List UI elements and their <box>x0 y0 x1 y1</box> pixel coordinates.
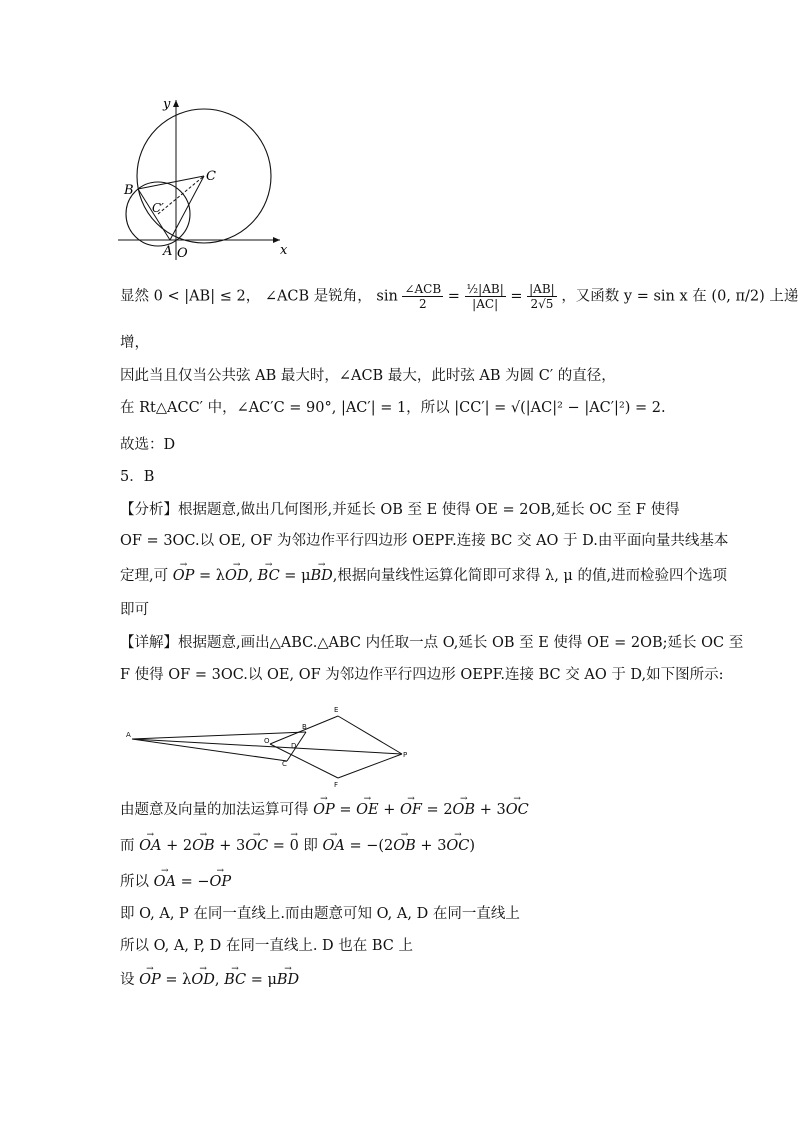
line1-part-c: ，又函数 y = sin x 在 <box>561 288 707 305</box>
seg-a-b <box>132 732 306 739</box>
line1-part-b: ∠ACB 是锐角， <box>264 288 372 305</box>
fraction-half-angle <box>402 282 443 311</box>
fraction-3-num: |AB| <box>529 282 555 296</box>
l9-a: 定理,可 <box>120 568 173 584</box>
vector-ob: → OB <box>453 800 476 820</box>
fig2-label-e: E <box>334 706 339 714</box>
l9-b: = λ <box>194 568 225 584</box>
vector-bd: → BD <box>277 970 299 990</box>
fig2-label-c: C <box>282 760 287 768</box>
l9-e: ,根据向量线性运算化简即可求得 λ, μ 的值,进而检验四个选项 <box>332 568 728 584</box>
text-line-9 <box>120 566 727 586</box>
seg-e-p <box>338 716 402 754</box>
line1-sin: sin <box>376 288 398 305</box>
text-line-3: 因此当且仅当公共弦 AB 最大时，∠ACB 最大，此时弦 AB 为圆 C′ 的直径， <box>120 368 616 384</box>
line1-part-a: 显然 0 < |AB| ≤ 2， <box>120 288 261 305</box>
line1-part-e: 上递 <box>769 288 798 305</box>
x-axis-arrow <box>273 237 280 243</box>
text-line-4: 在 Rt△ACC′ 中，∠AC′C = 90°, |AC′| = 1，所以 |CC′| = √(|AC|² − |AC′|²) = 2. <box>120 400 666 416</box>
vector-ob: → OB <box>192 836 215 856</box>
vector-od: → OD <box>225 566 249 586</box>
seg-o-f <box>270 744 338 778</box>
vector-oa: → OA <box>139 836 161 856</box>
l14-g: + 3 <box>415 838 447 854</box>
fig2-label-d: D <box>291 742 297 750</box>
line1-eq-2: = <box>510 288 523 305</box>
text-line-8: OF = 3OC.以 OE, OF 为邻边作平行四边形 OEPF.连接 BC 交 AO 于 D.由平面向量共线基本 <box>120 533 729 549</box>
fraction-2-den: |AC| <box>472 297 499 311</box>
vector-ob: → OB <box>393 836 416 856</box>
text-line-1 <box>120 282 798 311</box>
text-line-11: 【详解】根据题意,画出△ABC.△ABC 内任取一点 O,延长 OB 至 E 使得 OE = 2OB;延长 OC 至 <box>120 635 744 651</box>
l13-b: = <box>334 802 357 818</box>
fraction-2-num: ½|AB| <box>466 282 504 296</box>
l13-d: = 2 <box>421 802 453 818</box>
l18-c: , <box>214 972 225 988</box>
segment-bc <box>138 176 204 189</box>
vector-oc: → OC <box>446 836 469 856</box>
vector-op: → OP <box>313 800 335 820</box>
text-line-15 <box>120 872 231 892</box>
label-b: B <box>124 183 134 198</box>
circle-diagram <box>110 92 310 262</box>
fraction-3-den: 2√5 <box>530 297 554 311</box>
l14-f: = −(2 <box>344 838 394 854</box>
l14-e: 即 <box>298 838 323 854</box>
l9-c: , <box>248 568 258 584</box>
text-line-5: 故选：D <box>120 437 176 453</box>
fig2-label-o: O <box>264 737 270 745</box>
l18-d: = μ <box>246 972 277 988</box>
l15-a: 所以 <box>120 874 154 890</box>
l13-e: + 3 <box>475 802 506 818</box>
l13-c: + <box>378 802 400 818</box>
fig2-label-b: B <box>302 723 307 731</box>
vector-oa: → OA <box>154 872 176 892</box>
text-line-13 <box>120 800 529 820</box>
vector-oa: → OA <box>323 836 345 856</box>
vector-od: → OD <box>191 970 215 990</box>
text-line-18 <box>120 970 299 990</box>
fraction-half-angle-den: 2 <box>418 297 427 311</box>
text-line-6: 5．B <box>120 469 155 485</box>
text-line-14 <box>120 836 475 856</box>
segment-ac <box>170 176 204 240</box>
line1-eq-1: = <box>447 288 460 305</box>
text-line-10: 即可 <box>120 602 149 618</box>
vector-op: → OP <box>139 970 161 990</box>
l14-h: ) <box>469 838 476 854</box>
vector-oc: → OC <box>245 836 268 856</box>
fraction-half-angle-num: ∠ACB <box>404 282 442 296</box>
seg-f-p <box>338 754 402 778</box>
l18-a: 设 <box>120 972 140 988</box>
vector-op: → OP <box>173 566 195 586</box>
fraction-ab-over-2root5 <box>527 282 557 311</box>
line1-interval: (0, π/2) <box>711 288 765 305</box>
l14-c: + 3 <box>214 838 246 854</box>
label-c: C <box>206 169 216 184</box>
l9-d: = μ <box>279 568 311 584</box>
text-line-2: 增， <box>120 335 149 351</box>
label-o: O <box>177 246 188 261</box>
fig2-label-p: P <box>403 751 408 759</box>
fraction-half-ab-over-ac <box>465 282 506 311</box>
vector-op: → OP <box>210 872 232 892</box>
fig2-label-a: A <box>126 731 131 739</box>
l14-a: 而 <box>120 838 140 854</box>
label-x: x <box>280 243 288 258</box>
l15-b: = − <box>175 874 210 890</box>
fig2-label-f: F <box>334 781 339 789</box>
vector-of: → OF <box>400 800 422 820</box>
vector-bc: → BC <box>224 970 246 990</box>
text-line-17: 所以 O, A, P, D 在同一直线上. D 也在 BC 上 <box>120 938 414 954</box>
parallelogram-diagram <box>120 700 420 790</box>
zero-vector: → 0 <box>290 836 299 856</box>
l14-b: + 2 <box>161 838 193 854</box>
vector-oc: → OC <box>506 800 529 820</box>
text-line-12: F 使得 OF = 3OC.以 OE, OF 为邻边作平行四边形 OEPF.连接 BC 交 AO 于 D,如下图所示: <box>120 667 724 683</box>
label-c-prime: C′ <box>152 201 164 215</box>
y-axis-arrow <box>173 100 179 107</box>
vector-bc: → BC <box>258 566 280 586</box>
l18-b: = λ <box>160 972 192 988</box>
label-y: y <box>163 97 171 112</box>
l13-a: 由题意及向量的加法运算可得 <box>120 802 314 818</box>
segment-cc-prime <box>158 176 204 214</box>
text-line-7: 【分析】根据题意,做出几何图形,并延长 OB 至 E 使得 OE = 2OB,延长 OC 至 F 使得 <box>120 502 680 518</box>
label-a: A <box>163 244 173 259</box>
l14-d: = <box>268 838 290 854</box>
vector-oe: → OE <box>356 800 378 820</box>
text-line-16: 即 O, A, P 在同一直线上.而由题意可知 O, A, D 在同一直线上 <box>120 906 520 922</box>
vector-bd: → BD <box>311 566 333 586</box>
